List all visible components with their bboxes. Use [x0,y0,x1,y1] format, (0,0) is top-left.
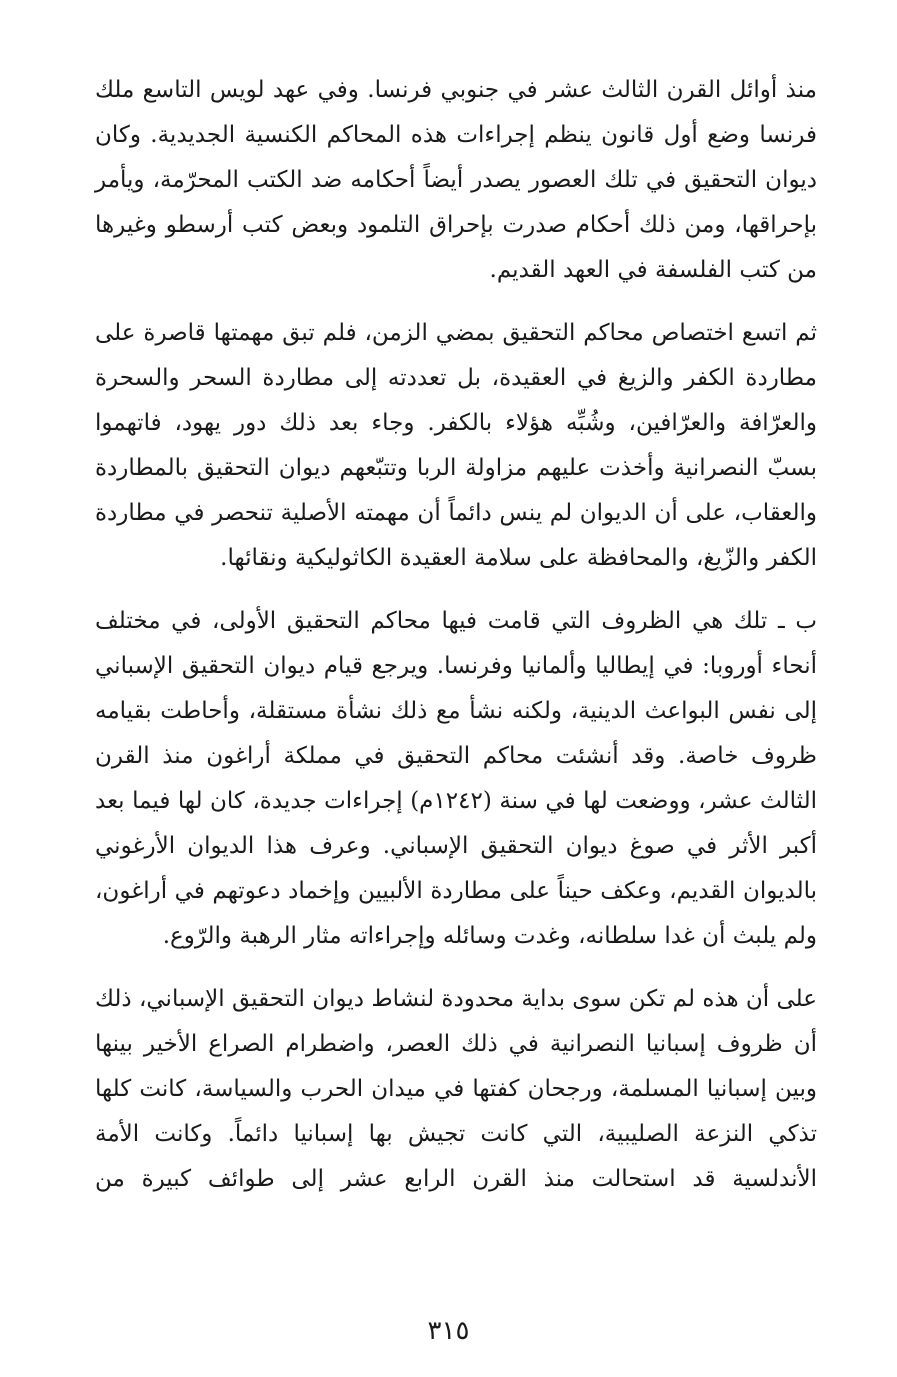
page-body [95,68,817,1220]
paragraph-3: ب ـ تلك هي الظروف التي قامت فيها محاكم التحقيق الأولى، في مختلف أنحاء أوروبا: في إيطاليا وألمانيا وفرنسا. ويرجع قيام ديوان التحقيق الإسباني إلى نفس البواعث الدينية، ولكنه نشأ مع ذلك نشأة مستقلة، وأحاطت بقيامه ظروف خاصة. وقد أنشئت محاكم التحقيق في مملكة أراغون منذ القرن الثالث عشر، ووضعت لها في سنة (١٢٤٢م) إجراءات جديدة، كان لها فيما بعد أكبر الأثر في صوغ ديوان التحقيق الإسباني. وعرف هذا الديوان الأرغوني بالديوان القديم، وعكف حيناً على مطاردة الألبيين وإخماد دعوتهم في أراغون، ولم يلبث أن غدا سلطانه، وغدت وسائله وإجراءاته مثار الرهبة والرّوع. [95,608,817,949]
paragraph-4: على أن هذه لم تكن سوى بداية محدودة لنشاط ديوان التحقيق الإسباني، ذلك أن ظروف إسبانيا النصرانية في ذلك العصر، واضطرام الصراع الأخير بينها وبين إسبانيا المسلمة، ورجحان كفتها في ميدان الحرب والسياسة، كانت كلها تذكي النزعة الصليبية، التي كانت تجيش بها إسبانيا دائماً. وكانت الأمة الأندلسية قد استحالت منذ القرن الرابع عشر إلى طوائف كبيرة من [95,986,817,1192]
paragraph-2: ثم اتسع اختصاص محاكم التحقيق بمضي الزمن، فلم تبق مهمتها قاصرة على مطاردة الكفر والزيغ في العقيدة، بل تعددته إلى مطاردة السحر والسحرة والعرّافة والعرّافين، وشُبِّه هؤلاء بالكفر. وجاء بعد ذلك دور يهود، فاتهموا بسبّ النصرانية وأخذت عليهم مزاولة الربا وتتبّعهم ديوان التحقيق بالمطاردة والعقاب، على أن الديوان لم ينس دائماً أن مهمته الأصلية تنحصر في مطاردة الكفر والزّيغ، والمحافظة على سلامة العقيدة الكاثوليكية ونقائها. [95,320,817,571]
page-number: ٣١٥ [427,1316,470,1346]
paragraph-1: منذ أوائل القرن الثالث عشر في جنوبي فرنسا. وفي عهد لويس التاسع ملك فرنسا وضع أول قانون ينظم إجراءات هذه المحاكم الكنسية الجديدية. وكان ديوان التحقيق في تلك العصور يصدر أيضاً أحكامه ضد الكتب المحرّمة، ويأمر بإحراقها، ومن ذلك أحكام صدرت بإحراق التلمود وبعض كتب أرسطو وغيرها من كتب الفلسفة في العهد القديم. [95,77,817,283]
